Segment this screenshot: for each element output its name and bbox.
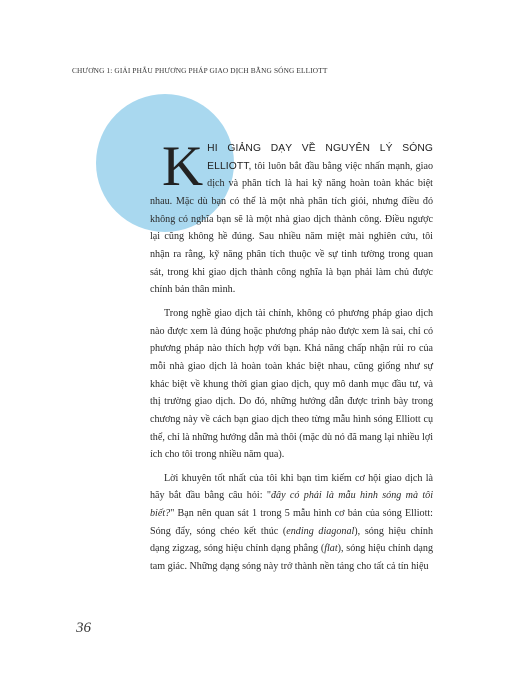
body-text — [150, 135, 433, 576]
page-number: 36 — [76, 620, 91, 636]
paragraph-1 — [150, 135, 433, 299]
paragraph-3-part3: ), sóng hiệu chỉnh dạng zigzag, sóng hiệu chỉnh dạng phẳng ( — [150, 525, 433, 555]
paragraph-3-question: đây có phải là mẫu hình sóng mà tôi biết? — [150, 490, 433, 520]
paragraph-3 — [150, 470, 433, 576]
drop-cap: K — [162, 135, 204, 198]
paragraph-3-part2: " Bạn nên quan sát 1 trong 5 mẫu hình cơ bản của sóng Elliott: Sóng đẩy, sóng chéo kết thúc ( — [150, 508, 433, 537]
term-ending-diagonal: ending diagonal — [286, 525, 355, 537]
paragraph-3-part4: ), sóng hiệu chỉnh dạng tam giác. Những dạng sóng này trở thành nền tảng cho tất cả tín hiệu — [150, 543, 433, 573]
paragraph-1-text: tôi luôn bắt đầu bằng việc nhấn mạnh, giao dịch và phân tích là hai kỹ năng hoàn toàn khác biệt nhau. Mặc dù bạn có thể là một nhà phân tích giỏi, nhưng điều đó không có nghĩa bạn sẽ là một nhà giao dịch thành công. Điều ngược lại cũng không hề đúng. Sau nhiều năm miệt mài nghiên cứu, tôi nhận ra rằng, kỹ năng phân tích thuộc về sự tinh tường trong quan sát, trong khi giao dịch thành công nghĩa là bạn phải làm chủ được chính bản thân mình. — [150, 160, 433, 296]
paragraph-2: Trong nghề giao dịch tài chính, không có phương pháp giao dịch nào được xem là đúng hoặc phương pháp nào được xem là sai, chỉ có phương pháp nào thích hợp với bạn. Khả năng chấp nhận rủi ro của mỗi nhà giao dịch là hoàn toàn khác biệt nhau, cũng giống như sự khác biệt về khung thời gian giao dịch, quy mô danh mục đầu tư, và thị trường giao dịch. Do đó, những hướng dẫn được trình bày trong chương này về cách bạn giao dịch theo từng mẫu hình sóng Elliott cụ thể, chỉ là những hướng dẫn mà thôi (mặc dù nó đã mang lại nhiều lợi ích cho tôi trong nhiều năm qua). — [150, 307, 433, 461]
running-head: CHƯƠNG 1: GIẢI PHẪU PHƯƠNG PHÁP GIAO DỊCH BẰNG SÓNG ELLIOTT — [72, 66, 328, 75]
paragraph-3-part1: Lời khuyên tốt nhất của tôi khi bạn tìm kiếm cơ hội giao dịch là hãy bắt đầu bằng câu hỏi: " — [150, 472, 433, 502]
term-flat: flat — [324, 543, 338, 555]
chapter-lead: HI GIẢNG DẠY VỀ NGUYÊN LÝ SÓNG ELLIOTT, — [207, 143, 433, 172]
